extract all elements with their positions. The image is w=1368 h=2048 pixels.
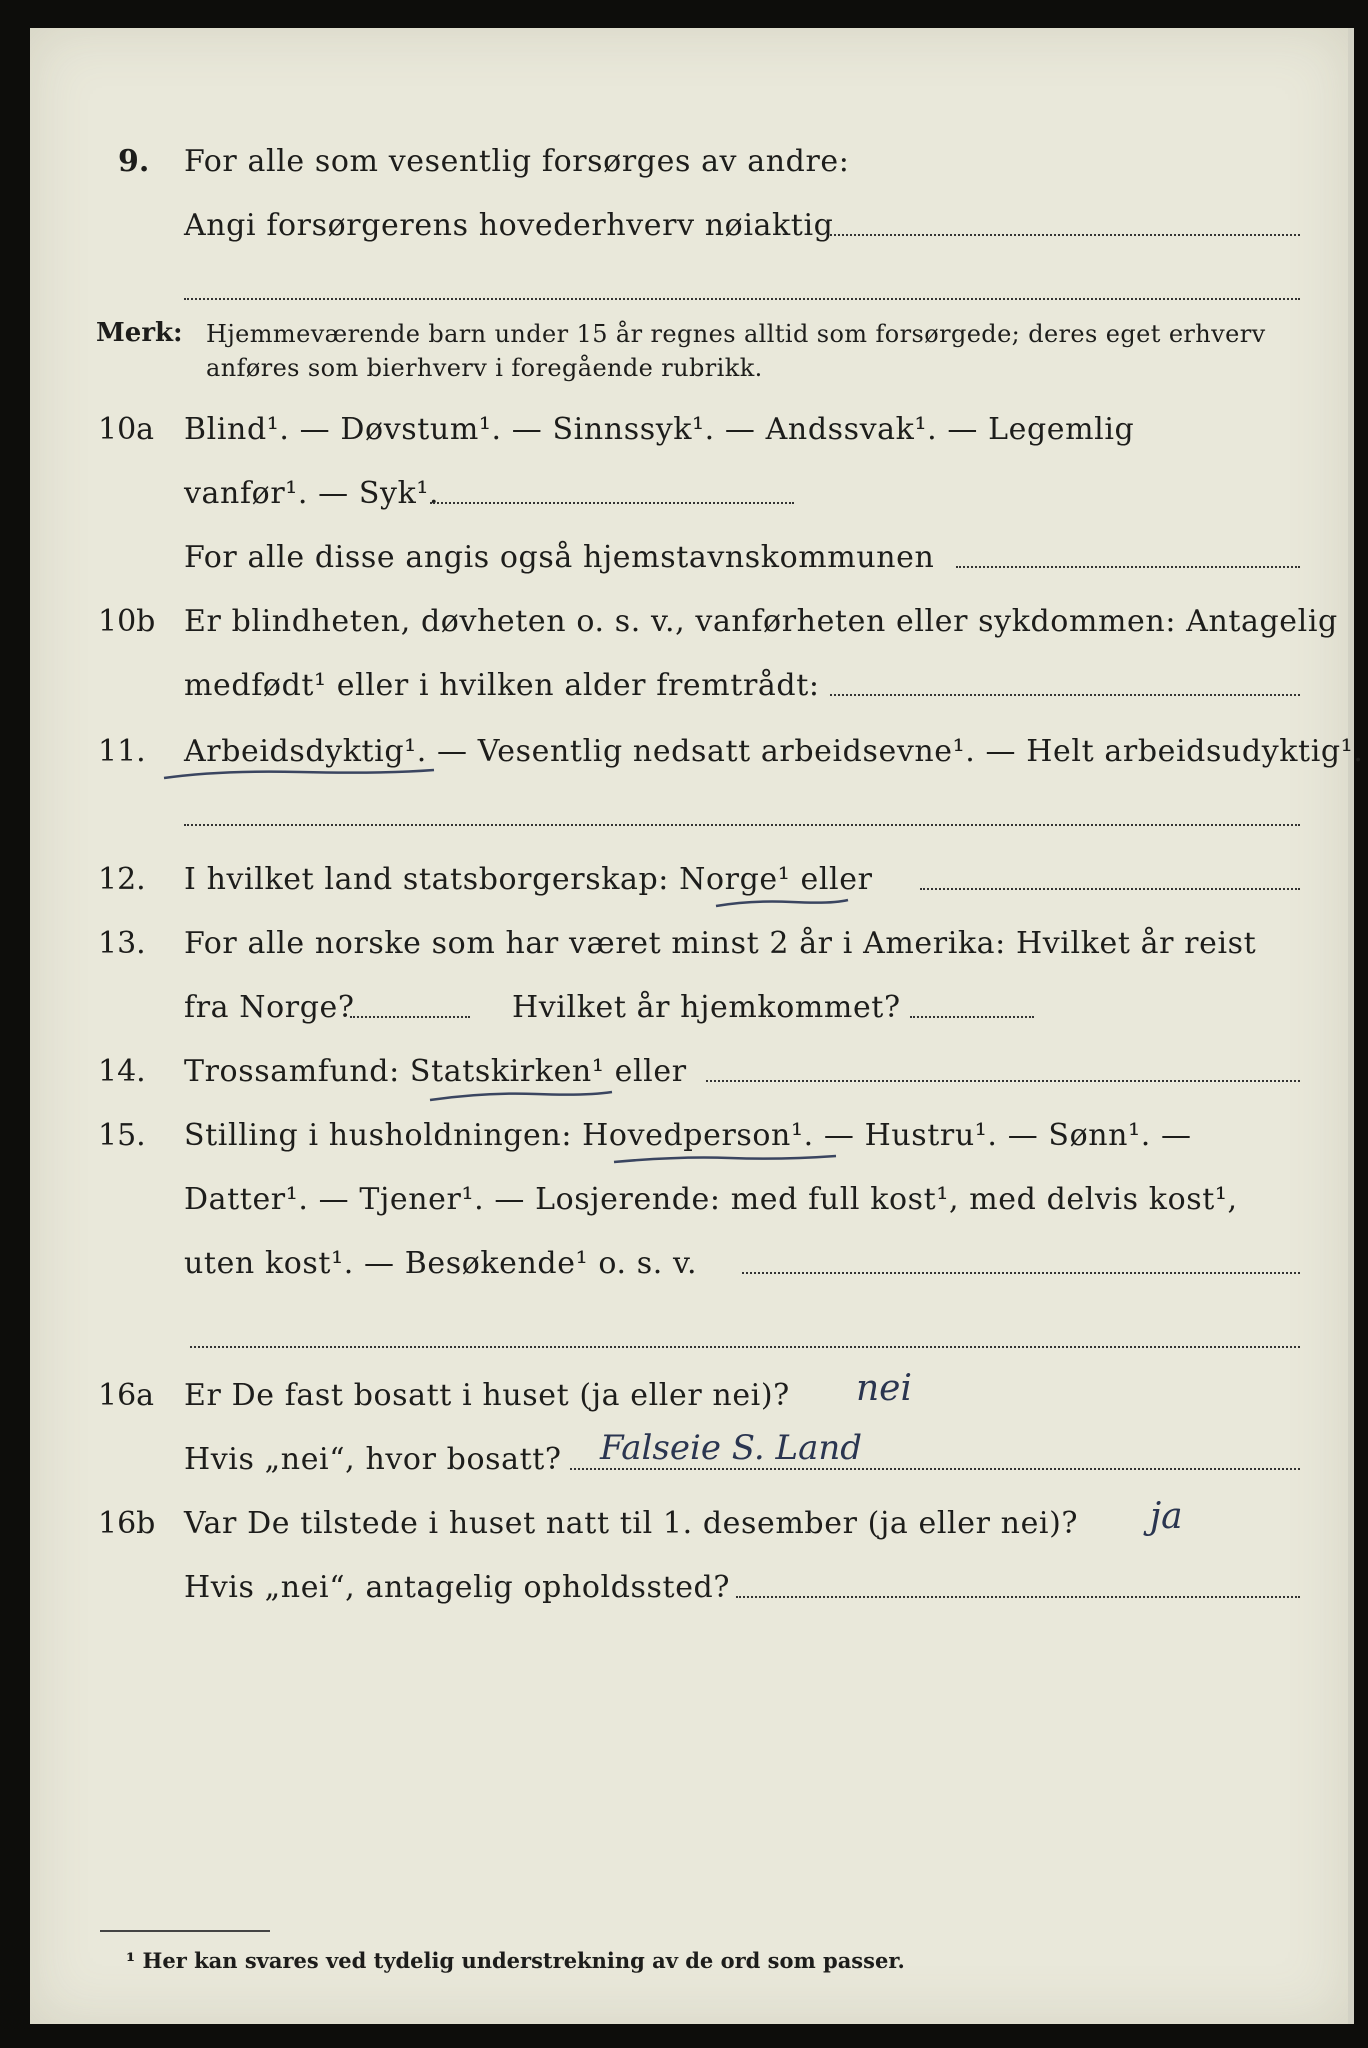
q10b-answer-field[interactable] — [830, 694, 1300, 696]
merk-line1: Hjemmeværende barn under 15 år regnes alltid som forsørgede; deres eget erhverv — [206, 320, 1266, 348]
q15-underline-mark — [610, 1150, 840, 1170]
footnote-text: ¹ Her kan svares ved tydelig understrekning av de ord som passer. — [126, 1948, 905, 1973]
q13-number: 13. — [98, 926, 146, 961]
q9-title: For alle som vesentlig forsørges av andre: — [184, 144, 850, 179]
q14-number: 14. — [98, 1054, 146, 1089]
q9-number: 9. — [118, 144, 150, 179]
q14-line1: Trossamfund: Statskirken¹ eller — [184, 1054, 687, 1089]
merk-label: Merk: — [96, 318, 183, 348]
q13-line2a: fra Norge? — [184, 990, 355, 1025]
q15-answer-field-2[interactable] — [190, 1346, 1300, 1348]
q15-line3: uten kost¹. — Besøkende¹ o. s. v. — [184, 1246, 698, 1281]
q16a-line2: Hvis „nei“, hvor bosatt? — [184, 1442, 562, 1477]
q15-answer-field[interactable] — [742, 1272, 1300, 1274]
q16b-opholdssted-field[interactable] — [736, 1596, 1300, 1598]
q16b-handwritten-answer: ja — [1150, 1496, 1183, 1537]
q16a-number: 16a — [98, 1378, 155, 1413]
q14-answer-field[interactable] — [706, 1080, 1300, 1082]
q11-answer-field[interactable] — [184, 824, 1300, 826]
q9-answer-field[interactable] — [830, 234, 1300, 236]
q10b-line1: Er blindheten, døvheten o. s. v., vanførheten eller sykdommen: Antagelig — [184, 604, 1338, 639]
q15-line1: Stilling i husholdningen: Hovedperson¹. — Hustru¹. — Sønn¹. — — [184, 1118, 1192, 1153]
q12-number: 12. — [98, 862, 146, 897]
q14-underline-mark — [426, 1086, 616, 1106]
q12-line1: I hvilket land statsborgerskap: Norge¹ eller — [184, 862, 873, 897]
q9-line2: Angi forsørgerens hovederhverv nøiaktig — [184, 208, 834, 243]
q10a-number: 10a — [98, 412, 155, 447]
q10a-line3: For alle disse angis også hjemstavnskommunen — [184, 540, 935, 575]
q12-underline-mark — [712, 894, 852, 914]
q16b-line2: Hvis „nei“, antagelig opholdssted? — [184, 1570, 731, 1605]
q13-line1: For alle norske som har været minst 2 år i Amerika: Hvilket år reist — [184, 926, 1257, 961]
q9-answer-field-2[interactable] — [184, 298, 1300, 300]
census-form-page — [30, 28, 1364, 2024]
q15-number: 15. — [98, 1118, 146, 1153]
q16b-line1: Var De tilstede i huset natt til 1. desember (ja eller nei)? — [184, 1506, 1079, 1541]
q11-line1: Arbeidsdyktig¹. — Vesentlig nedsatt arbeidsevne¹. — Helt arbeidsudyktig¹. — [184, 734, 1364, 769]
q15-line2: Datter¹. — Tjener¹. — Losjerende: med full kost¹, med delvis kost¹, — [184, 1182, 1238, 1217]
q16a-handwritten-place: Falseie S. Land — [600, 1428, 863, 1468]
q13-line2b: Hvilket år hjemkommet? — [512, 990, 901, 1025]
q10b-number: 10b — [98, 604, 156, 639]
q10a-line2: vanfør¹. — Syk¹. — [184, 476, 440, 511]
q10a-line1: Blind¹. — Døvstum¹. — Sinnssyk¹. — Andssvak¹. — Legemlig — [184, 412, 1135, 447]
q10b-line2: medfødt¹ eller i hvilken alder fremtrådt: — [184, 668, 820, 703]
merk-line2: anføres som bierhverv i foregående rubrikk. — [206, 354, 763, 382]
footnote-rule — [100, 1930, 270, 1932]
q11-underline-mark — [160, 764, 440, 786]
q12-answer-field[interactable] — [920, 888, 1300, 890]
q16a-line1: Er De fast bosatt i huset (ja eller nei)? — [184, 1378, 790, 1413]
q16b-number: 16b — [98, 1506, 156, 1541]
q11-number: 11. — [98, 734, 146, 769]
q10a-hjemstavn-field[interactable] — [956, 566, 1300, 568]
q13-reist-field[interactable] — [350, 1016, 470, 1018]
q16a-bosatt-field[interactable] — [570, 1468, 1300, 1470]
q13-hjemkommet-field[interactable] — [910, 1016, 1034, 1018]
q16a-handwritten-answer: nei — [856, 1368, 913, 1409]
q10a-answer-field[interactable] — [430, 502, 794, 504]
